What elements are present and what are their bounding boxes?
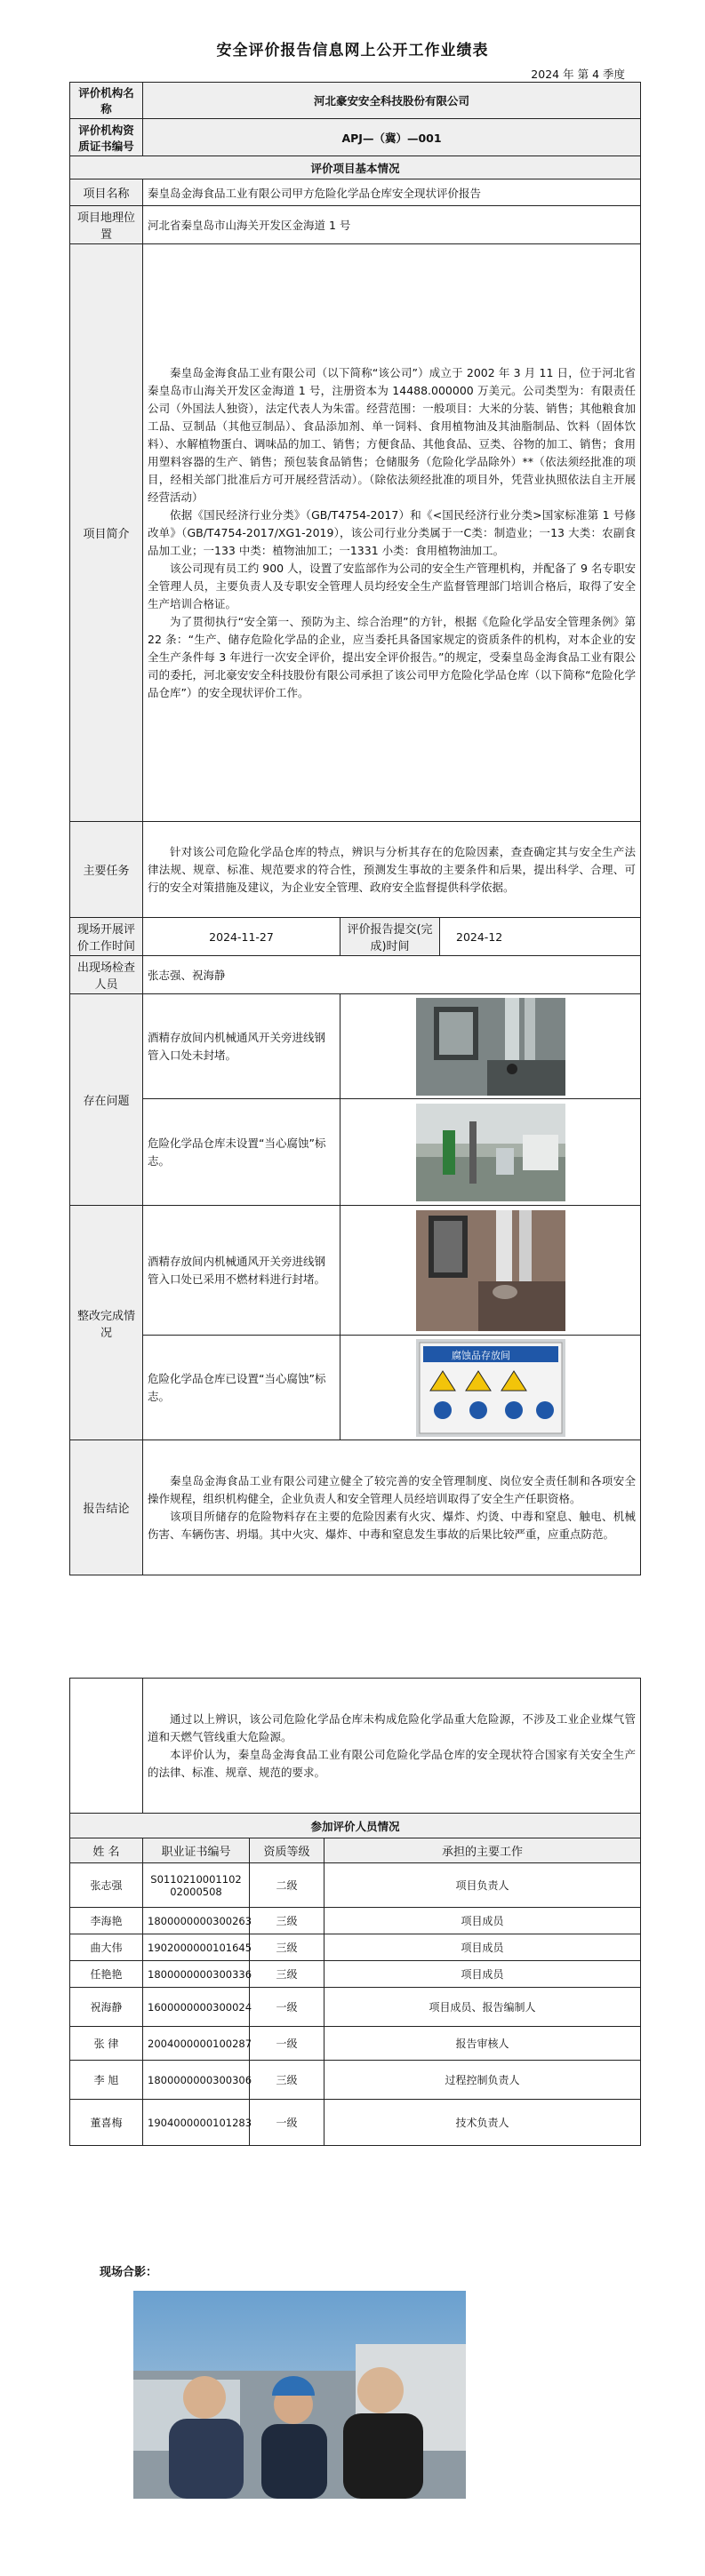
issue-row-2 — [70, 1099, 641, 1206]
staff-work: 项目成员 — [324, 1934, 641, 1961]
project-name-value: 秦皇岛金海食品工业有限公司甲方危险化学品仓库安全现状评价报告 — [143, 179, 641, 206]
fix-photo-sign — [416, 1339, 565, 1437]
col-name: 姓 名 — [70, 1838, 143, 1863]
visit-time-label: 现场开展评价工作时间 — [70, 918, 143, 956]
col-cert: 职业证书编号 — [143, 1838, 250, 1863]
staff-name: 任艳艳 — [70, 1961, 143, 1988]
task-label: 主要任务 — [70, 822, 143, 918]
submit-time-value: 2024-12 — [440, 918, 641, 956]
project-name-row — [70, 179, 641, 206]
inspectors-value: 张志强、祝海静 — [143, 956, 641, 994]
staff-level: 二级 — [250, 1863, 324, 1908]
conclusion-cont-empty — [70, 1679, 143, 1814]
conclusion-para: 该项目所储存的危险物料存在主要的危险因素有火灾、爆炸、灼烫、中毒和窒息、触电、机械伤害、车辆伤害、坍塌。其中火灾、爆炸、中毒和窒息发生事故的后果比较严重，应重点防范。 — [148, 1509, 637, 1541]
group-photo-graphic — [133, 2291, 466, 2499]
project-intro-text — [143, 244, 641, 822]
staff-work: 技术负责人 — [324, 2100, 641, 2146]
org-cert-label: 评价机构资质证书编号 — [70, 119, 143, 156]
staff-cert: 1904000000101283 — [143, 2100, 250, 2146]
intro-para: 为了贯彻执行“安全第一、预防为主、综合治理”的方针，根据《危险化学品安全管理条例》第 22 条：“生产、储存危险化学品的企业，应当委托具备国家规定的资质条件的机构，对本企业的安全生产条件每 3 年进行一次安全评价，提出安全评价报告。”的规定，受秦皇岛金海食品工业有限公司的委托，河北豪安安全科技股份有限公司承担了该公司甲方危险化学品仓库（以下简称“危险化学品仓库”）的安全现状评价工作。 — [148, 614, 637, 699]
table-row — [70, 1961, 641, 1988]
issue-photo-warehouse — [416, 1104, 565, 1201]
staff-cert: 1902000000101645 — [143, 1934, 250, 1961]
staff-header: 参加评价人员情况 — [70, 1814, 641, 1838]
staff-work: 项目成员、报告编制人 — [324, 1988, 641, 2027]
continuation-table — [69, 1678, 641, 2146]
staff-name: 张志强 — [70, 1863, 143, 1908]
staff-level: 三级 — [250, 1961, 324, 1988]
quarter-value: 第 4 季度 — [577, 68, 625, 81]
col-work: 承担的主要工作 — [324, 1838, 641, 1863]
fix-photo-pipe — [416, 1210, 565, 1331]
col-level: 资质等级 — [250, 1838, 324, 1863]
warning-sign-photo-graphic — [416, 1339, 565, 1437]
conclusion-para: 秦皇岛金海食品工业有限公司建立健全了较完善的安全管理制度、岗位安全责任制和各项安全操作规程，组织机构健全，企业负责人和安全管理人员经培训取得了安全生产任职资格。 — [148, 1473, 637, 1505]
staff-cert: 1800000000300306 — [143, 2061, 250, 2100]
staff-cert: 1600000000300024 — [143, 1988, 250, 2027]
staff-cert: S011021000110202000508 — [143, 1863, 250, 1908]
project-location-label: 项目地理位置 — [70, 206, 143, 244]
table-row — [70, 1863, 641, 1908]
fix-photo-cell — [340, 1336, 641, 1440]
issue-photo-cell — [340, 994, 641, 1099]
group-photo-title: 现场合影： — [100, 2266, 158, 2279]
fix-row-1 — [70, 1206, 641, 1336]
staff-level: 一级 — [250, 2027, 324, 2061]
staff-work: 项目成员 — [324, 1961, 641, 1988]
year-suffix: 年 — [563, 68, 574, 81]
org-cert-value: APJ—（冀）—001 — [143, 119, 641, 156]
pipe-photo-graphic — [416, 998, 565, 1096]
table-row — [70, 1988, 641, 2027]
issue-text: 危险化学品仓库未设置“当心腐蚀”标志。 — [143, 1099, 340, 1206]
intro-para: 秦皇岛金海食品工业有限公司（以下简称“该公司”）成立于 2002 年 3 月 11 日，位于河北省秦皇岛市山海关开发区金海道 1 号，注册资本为 14488.000000 万美元。公司类型为：有限责任公司（外国法人独资），法定代表人为朱雷。经营范围：一般项目：大米的分装、销售；其他粮食加工品、豆制品（其他豆制品）、食品添加剂、单一饲料、食用植物油及其油脂制品、饮料（固体饮料）、水解植物蛋白、调味品的加工、销售；方便食品、其他食品、豆类、谷物的加工、销售；食用用塑料容器的生产、销售；预包装食品销售；仓储服务（危险化学品除外）**（依法须经批准的项目，经相关部门批准后方可开展经营活动）。（除依法须经批准的项目外，凭营业执照依法自主开展经营活动） — [148, 365, 637, 504]
staff-work: 项目成员 — [324, 1908, 641, 1934]
intro-para: 该公司现有员工约 900 人，设置了安监部作为公司的安全生产管理机构，并配备了 9 名专职安全管理人员，主要负责人及专职安全管理人员均经安全生产监督管理部门培训合格后，取得了安全生产培训合格证。 — [148, 561, 637, 610]
staff-name: 曲大伟 — [70, 1934, 143, 1961]
staff-name: 董喜梅 — [70, 2100, 143, 2146]
staff-work: 报告审核人 — [324, 2027, 641, 2061]
project-intro-row — [70, 244, 641, 822]
sealed-pipe-photo-graphic — [416, 1210, 565, 1331]
org-name-label: 评价机构名称 — [70, 83, 143, 119]
issue-photo-cell — [340, 1099, 641, 1206]
staff-level: 三级 — [250, 1908, 324, 1934]
issue-text: 酒精存放间内机械通风开关旁进线钢管入口处未封堵。 — [143, 994, 340, 1099]
org-name-value: 河北豪安安全科技股份有限公司 — [143, 83, 641, 119]
fix-text: 危险化学品仓库已设置“当心腐蚀”标志。 — [143, 1336, 340, 1440]
submit-time-label: 评价报告提交(完成)时间 — [340, 918, 440, 956]
schedule-row — [70, 918, 641, 956]
intro-para: 依据《国民经济行业分类》（GB/T4754-2017）和《<国民经济行业分类>国家标准第 1 号修改单》（GB/T4754-2017/XG1-2019），该公司行业分类属于一C类：制造业；一13 大类：农副食品加工业；一133 中类：植物油加工；一1331 小类：食用植物油加工。 — [148, 507, 637, 557]
staff-level: 三级 — [250, 1934, 324, 1961]
staff-name: 祝海静 — [70, 1988, 143, 2027]
conclusion-text — [143, 1440, 641, 1575]
fixes-label: 整改完成情况 — [70, 1206, 143, 1440]
fix-text: 酒精存放间内机械通风开关旁进线钢管入口处已采用不燃材料进行封堵。 — [143, 1206, 340, 1336]
table-row — [70, 2100, 641, 2146]
conclusion-para: 本评价认为，秦皇岛金海食品工业有限公司危险化学品仓库的安全现状符合国家有关安全生产的法律、标准、规章、规范的要求。 — [148, 1747, 637, 1779]
table-row — [70, 1908, 641, 1934]
visit-time-value: 2024-11-27 — [143, 918, 340, 956]
conclusion-row — [70, 1440, 641, 1575]
project-location-row — [70, 206, 641, 244]
task-row — [70, 822, 641, 918]
project-location-value: 河北省秦皇岛市山海关开发区金海道 1 号 — [143, 206, 641, 244]
staff-level: 一级 — [250, 2100, 324, 2146]
issues-label: 存在问题 — [70, 994, 143, 1206]
conclusion-label: 报告结论 — [70, 1440, 143, 1575]
conclusion-para: 通过以上辨识，该公司危险化学品仓库未构成危险化学品重大危险源，不涉及工业企业煤气管道和天燃气管线重大危险源。 — [148, 1711, 637, 1743]
sign-text: 腐蚀品存放间 — [451, 1349, 510, 1361]
org-cert-row — [70, 119, 641, 156]
main-table — [69, 82, 641, 1575]
fix-photo-cell — [340, 1206, 641, 1336]
org-name-row — [70, 83, 641, 119]
basic-info-header: 评价项目基本情况 — [70, 156, 641, 179]
task-para: 针对该公司危险化学品仓库的特点，辨识与分析其存在的危险因素，查查确定其与安全生产法律法规、规章、标准、规范要求的符合性，预测发生事故的主要条件和后果，提出科学、合理、可行的安全对策措施及建议，为企业安全管理、政府安全监督提供科学依据。 — [148, 844, 637, 894]
staff-level: 三级 — [250, 2061, 324, 2100]
table-row — [70, 2061, 641, 2100]
staff-name: 李 旭 — [70, 2061, 143, 2100]
fix-row-2 — [70, 1336, 641, 1440]
staff-work: 项目负责人 — [324, 1863, 641, 1908]
inspectors-row — [70, 956, 641, 994]
issue-photo-pipe — [416, 998, 565, 1096]
task-text — [143, 822, 641, 918]
conclusion-cont-text — [143, 1679, 641, 1814]
table-row — [70, 1934, 641, 1961]
staff-name: 李海艳 — [70, 1908, 143, 1934]
year-value: 2024 — [531, 68, 560, 81]
conclusion-cont-row — [70, 1679, 641, 1814]
table-row — [70, 2027, 641, 2061]
staff-cert: 1800000000300336 — [143, 1961, 250, 1988]
issue-row-1 — [70, 994, 641, 1099]
group-photo — [133, 2291, 466, 2499]
project-intro-label: 项目简介 — [70, 244, 143, 822]
staff-level: 一级 — [250, 1988, 324, 2027]
inspectors-label: 出现场检查人员 — [70, 956, 143, 994]
year-quarter — [531, 66, 625, 82]
staff-cert: 2004000000100287 — [143, 2027, 250, 2061]
project-name-label: 项目名称 — [70, 179, 143, 206]
staff-cert: 1800000000300263 — [143, 1908, 250, 1934]
staff-name: 张 律 — [70, 2027, 143, 2061]
document-title: 安全评价报告信息网上公开工作业绩表 — [216, 42, 489, 60]
warehouse-photo-graphic — [416, 1104, 565, 1201]
staff-work: 过程控制负责人 — [324, 2061, 641, 2100]
staff-col-headers — [70, 1838, 641, 1863]
